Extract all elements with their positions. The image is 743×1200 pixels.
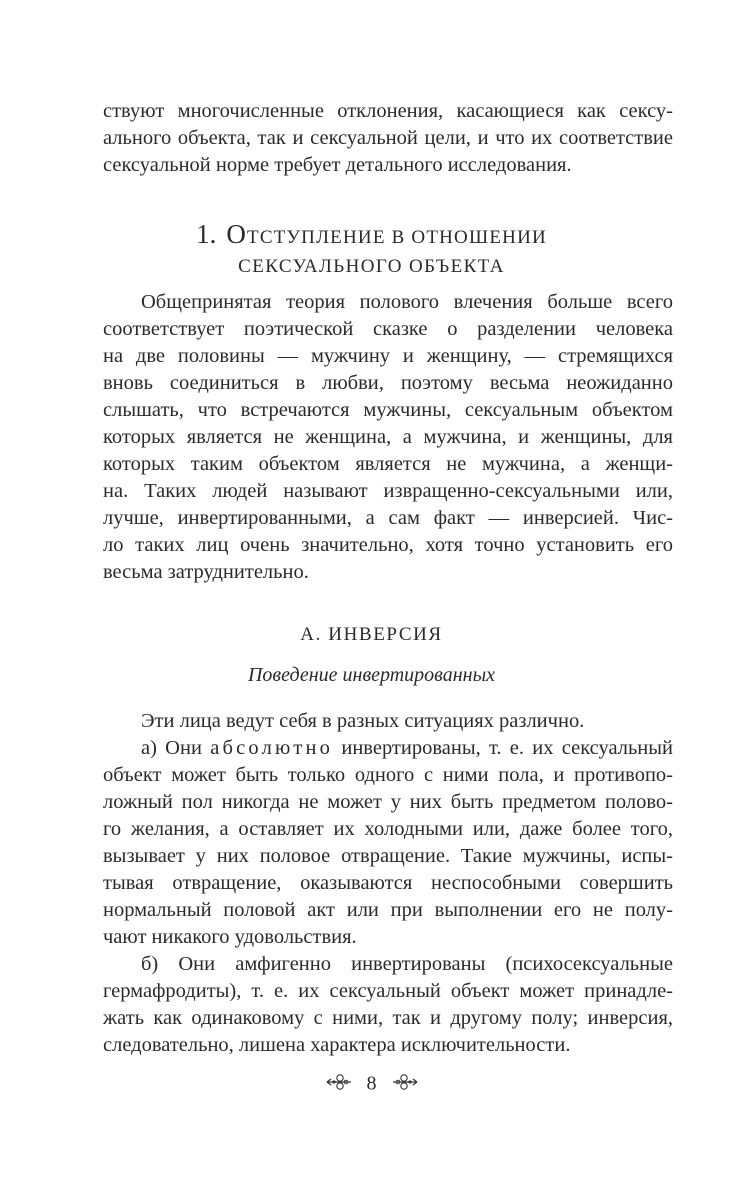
item-a-first-line bbox=[103, 735, 673, 762]
text-line: ального объекта, так и сексуальной цели, и что их соответствие bbox=[103, 127, 673, 149]
text-line: Общепринятая теория полового влечения больше всего bbox=[141, 291, 673, 313]
section-title-rest: ТСТУПЛЕНИЕ В ОТНОШЕНИИ bbox=[247, 227, 547, 248]
text-line: жать как одинаковому с ними, так и другому полу; инверсия, bbox=[103, 1007, 673, 1029]
section-number: 1. bbox=[196, 219, 217, 249]
text-line: на. Таких людей называют извращенно-сексуальными или, bbox=[103, 480, 673, 502]
text-line: объект может быть только одного с ними пола, и противопо- bbox=[103, 764, 673, 786]
text-line: го желания, а оставляет их холодными или, даже более того, bbox=[103, 818, 673, 840]
inversion-paragraphs bbox=[103, 708, 673, 1059]
section-title-initial: О bbox=[226, 219, 248, 249]
text-line: весьма затруднительно. bbox=[103, 561, 309, 583]
page-number: 8 bbox=[366, 1072, 377, 1095]
text-line: на две половины — мужчину и женщину, — стремящихся bbox=[103, 345, 673, 367]
text-line: ло таких лиц очень значительно, хотя точно установить его bbox=[103, 534, 673, 556]
text-line: слышать, что встречаются мужчины, сексуальным объектом bbox=[103, 399, 673, 421]
fleuron-left-icon bbox=[325, 1072, 353, 1098]
text-line: которых является не женщина, а мужчина, и женщины, для bbox=[103, 426, 673, 448]
text-line: которых таким объектом является не мужчина, а женщи- bbox=[103, 453, 673, 475]
text-line: следовательно, лишена характера исключительности. bbox=[103, 1034, 571, 1056]
subsection-heading: А. ИНВЕРСИЯ bbox=[300, 624, 443, 645]
top-paragraph bbox=[103, 98, 673, 179]
page-footer bbox=[0, 1072, 743, 1098]
item-a-spaced-word: абсолютно bbox=[210, 737, 334, 759]
text-line: вызывает у них половое отвращение. Такие мужчины, испы- bbox=[103, 845, 673, 867]
text-line: нормальный половой акт или при выполнении его не полу- bbox=[103, 899, 673, 921]
text-line: сексуальной норме требует детального исследования. bbox=[103, 154, 572, 176]
text-line: чают никакого удовольствия. bbox=[103, 926, 357, 948]
text-line: ложный пол никогда не может у них быть предметом полово- bbox=[103, 791, 673, 813]
text-line: тывая отвращение, оказываются неспособными совершить bbox=[103, 872, 673, 894]
text-line: соответствует поэтической сказке о разделении человека bbox=[103, 318, 673, 340]
subsubsection-heading: Поведение инвертированных bbox=[247, 664, 495, 686]
text-line: вновь соединиться в любви, поэтому весьма неожиданно bbox=[103, 372, 673, 394]
item-a-suffix: инвертированы, т. е. их сексуальный bbox=[341, 737, 674, 759]
section-paragraph bbox=[103, 289, 673, 586]
text-line: гермафродиты), т. е. их сексуальный объект может принадле- bbox=[103, 980, 673, 1002]
intro-line: Эти лица ведут себя в разных ситуациях различно. bbox=[141, 710, 585, 732]
section-heading-line1 bbox=[0, 218, 743, 254]
text-line: б) Они амфигенно инвертированы (психосексуальные bbox=[141, 953, 673, 975]
fleuron-right-icon bbox=[391, 1072, 419, 1098]
text-line: ствуют многочисленные отклонения, касающиеся как сексу- bbox=[103, 100, 673, 122]
section-heading-line2: СЕКСУАЛЬНОГО ОБЪЕКТА bbox=[238, 256, 505, 277]
item-a-prefix: а) Они bbox=[141, 737, 202, 759]
text-line: лучше, инвертированными, а сам факт — инверсией. Чис- bbox=[103, 507, 673, 529]
